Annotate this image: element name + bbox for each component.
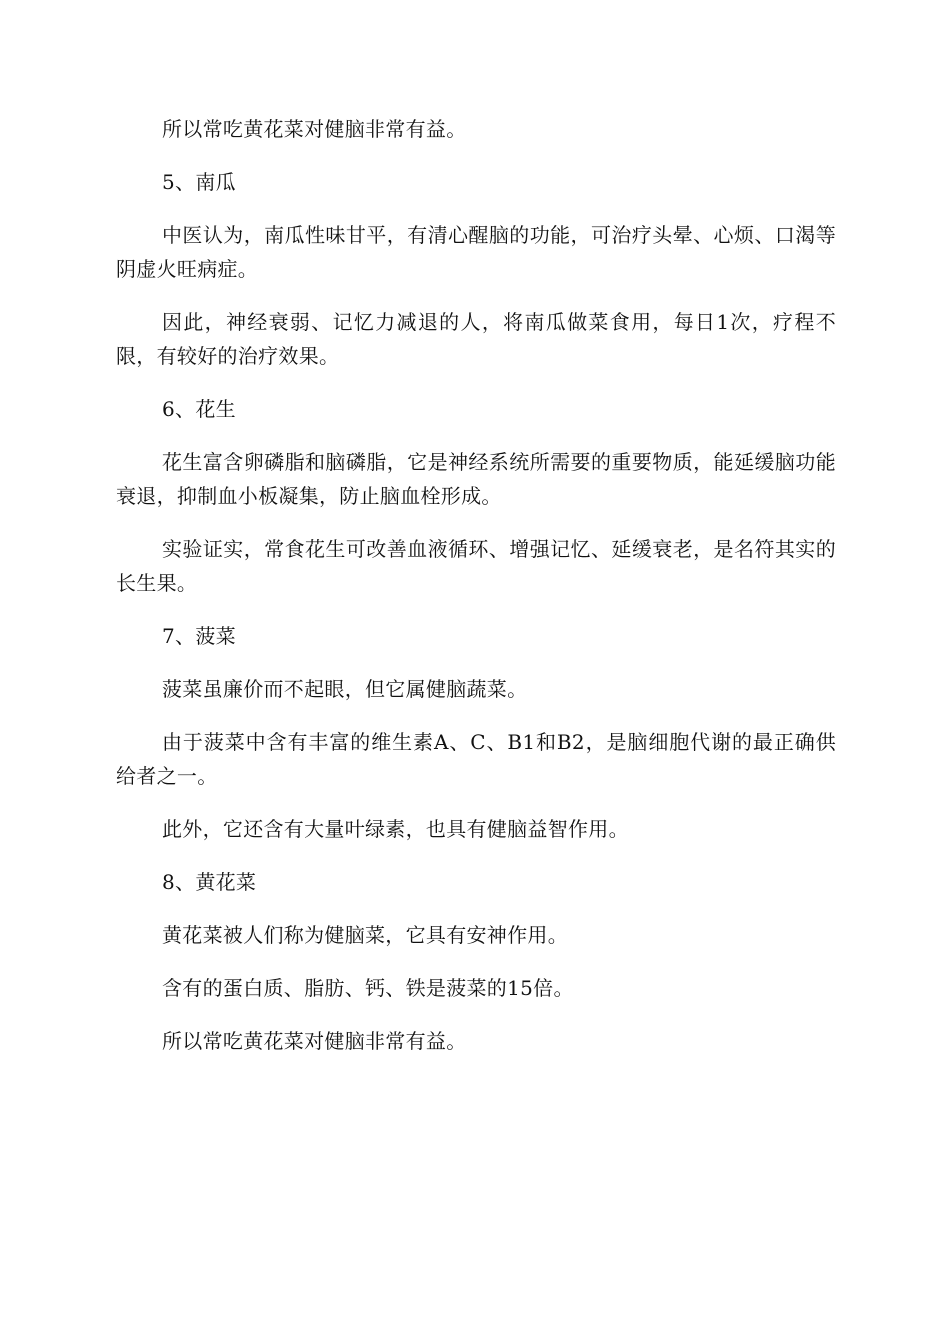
paragraph: 因此，神经衰弱、记忆力减退的人，将南瓜做菜食用，每日1次，疗程不限，有较好的治疗效果。: [116, 310, 836, 368]
paragraph: 含有的蛋白质、脂肪、钙、铁是菠菜的15倍。: [162, 976, 574, 1000]
paragraph: 此外，它还含有大量叶绿素，也具有健脑益智作用。: [162, 817, 629, 841]
paragraph: 中医认为，南瓜性味甘平，有清心醒脑的功能，可治疗头晕、心烦、口渴等阴虚火旺病症。: [116, 223, 836, 281]
paragraph: 实验证实，常食花生可改善血液循环、增强记忆、延缓衰老，是名符其实的长生果。: [116, 537, 836, 595]
section-heading-peanut: 6、花生: [162, 397, 236, 421]
paragraph: 所以常吃黄花菜对健脑非常有益。: [162, 1029, 467, 1053]
paragraph: 所以常吃黄花菜对健脑非常有益。: [162, 117, 467, 141]
section-heading-pumpkin: 5、南瓜: [162, 170, 236, 194]
paragraph: 由于菠菜中含有丰富的维生素A、C、B1和B2，是脑细胞代谢的最正确供给者之一。: [116, 730, 836, 788]
section-heading-daylily: 8、黄花菜: [162, 870, 257, 894]
document-body: [116, 112, 836, 1077]
paragraph: 花生富含卵磷脂和脑磷脂，它是神经系统所需要的重要物质，能延缓脑功能衰退，抑制血小板凝集，防止脑血栓形成。: [116, 450, 836, 508]
paragraph: 黄花菜被人们称为健脑菜，它具有安神作用。: [162, 923, 568, 947]
paragraph: 菠菜虽廉价而不起眼，但它属健脑蔬菜。: [162, 677, 528, 701]
section-heading-spinach: 7、菠菜: [162, 624, 236, 648]
